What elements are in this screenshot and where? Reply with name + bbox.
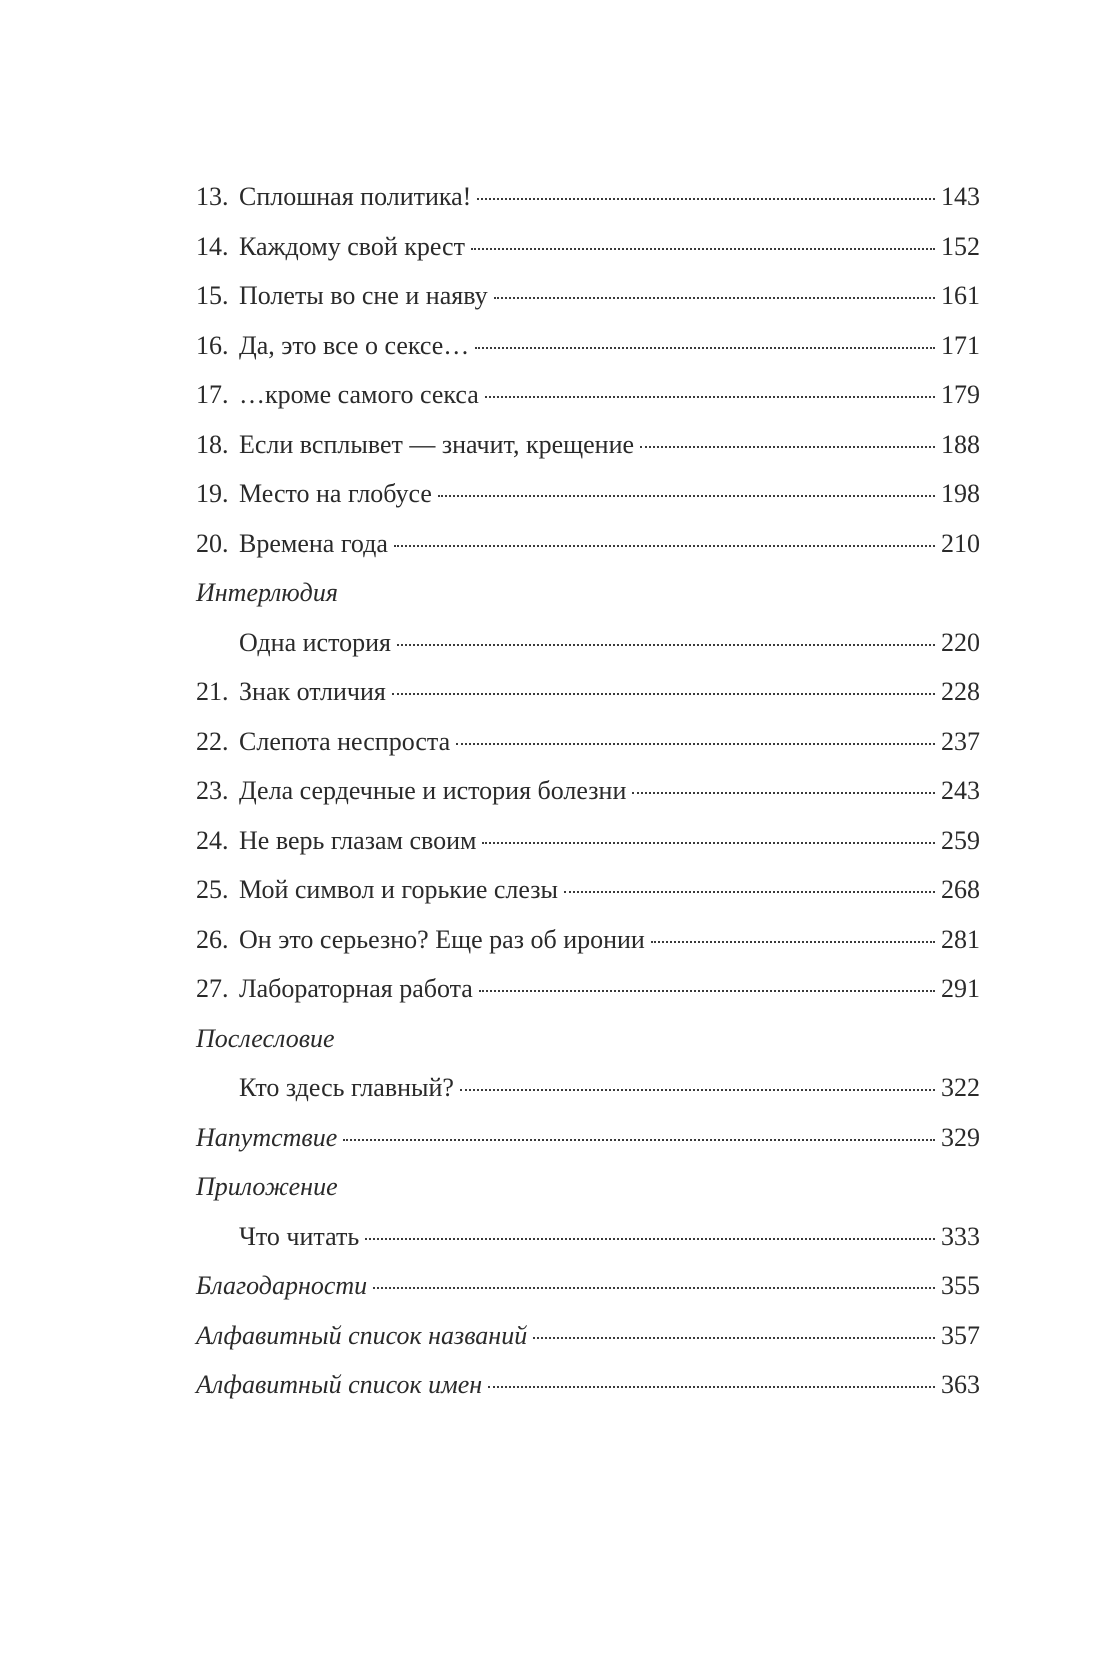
page-number: 355 [941,1271,980,1300]
toc-entry [196,519,980,569]
dot-leader [471,248,935,250]
chapter-title: Алфавитный список названий [196,1320,528,1350]
toc-entry [196,717,980,767]
toc-entry [196,618,980,668]
chapter-number: 23. [196,776,229,805]
table-of-contents [196,172,980,1410]
page-number: 357 [941,1320,980,1350]
chapter-title: Напутствие [196,1122,338,1152]
chapter-title: …кроме самого секса [239,380,479,409]
toc-entry [196,1113,980,1163]
chapter-title: Знак отличия [239,677,386,706]
page-number: 259 [941,825,980,855]
dot-leader [494,297,935,299]
chapter-title: Лабораторная работа [239,974,473,1003]
dot-leader [438,495,935,497]
chapter-title: Не верь глазам своим [239,825,477,855]
chapter-number: 17. [196,380,229,409]
toc-entry [196,420,980,470]
dot-leader [460,1089,935,1091]
chapter-title: Мой символ и горькие слезы [239,875,559,904]
dot-leader [475,347,935,349]
page-number: 179 [941,380,980,409]
dot-leader [485,396,935,398]
dot-leader [373,1287,935,1289]
chapter-number: 24. [196,825,229,855]
page-number: 237 [941,726,980,756]
page-number: 243 [941,776,980,805]
chapter-number: 19. [196,479,229,508]
page-number: 188 [941,429,980,459]
chapter-number: 13. [196,182,229,211]
toc-entry [196,271,980,321]
chapter-title: Да, это все о сексе… [239,330,470,360]
section-heading-label: Приложение [196,1172,338,1201]
dot-leader [632,792,935,794]
page-number: 210 [941,528,980,558]
chapter-number: 26. [196,924,229,954]
chapter-number: 20. [196,528,229,558]
page-number: 143 [941,182,980,211]
dot-leader [640,446,935,448]
toc-entry [196,1212,980,1262]
page-number: 228 [941,677,980,706]
page-number: 291 [941,974,980,1003]
chapter-number: 22. [196,726,229,756]
dot-leader [533,1337,935,1339]
chapter-title: Место на глобусе [239,479,432,508]
chapter-number: 16. [196,330,229,360]
chapter-title: Каждому свой крест [239,231,465,261]
toc-entry [196,321,980,371]
toc-section-heading [196,568,980,618]
page-number: 322 [941,1073,980,1102]
dot-leader [343,1139,935,1141]
chapter-number: 27. [196,974,229,1003]
chapter-title: Благодарности [196,1271,368,1300]
dot-leader [392,693,935,695]
toc-entry [196,964,980,1014]
toc-entry [196,370,980,420]
dot-leader [394,545,935,547]
dot-leader [651,941,935,943]
toc-entry [196,816,980,866]
toc-section-heading [196,1162,980,1212]
page-number: 363 [941,1370,980,1399]
chapter-title: Алфавитный список имен [196,1370,483,1399]
dot-leader [479,990,935,992]
toc-section-heading [196,1014,980,1064]
chapter-number: 14. [196,231,229,261]
toc-entry [196,1261,980,1311]
chapter-title: Если всплывет — значит, крещение [239,429,635,459]
chapter-number: 18. [196,429,229,459]
chapter-number: 21. [196,677,229,706]
dot-leader [397,644,935,646]
chapter-number: 15. [196,281,229,310]
toc-entry [196,172,980,222]
toc-entry [196,667,980,717]
chapter-title: Он это серьезно? Еще раз об иронии [239,924,645,954]
dot-leader [456,743,935,745]
dot-leader [488,1386,935,1388]
dot-leader [564,891,935,893]
page-number: 198 [941,479,980,508]
dot-leader [482,842,935,844]
dot-leader [477,198,935,200]
chapter-title: Кто здесь главный? [239,1073,454,1102]
chapter-title: Одна история [239,627,391,657]
section-heading-label: Послесловие [196,1023,335,1053]
toc-entry [196,1063,980,1113]
page-number: 152 [941,231,980,261]
dot-leader [365,1238,935,1240]
chapter-title: Времена года [239,528,388,558]
toc-entry [196,865,980,915]
toc-entry [196,1360,980,1410]
toc-entry [196,915,980,965]
page-number: 171 [941,330,980,360]
page-number: 161 [941,281,980,310]
page-number: 220 [941,627,980,657]
toc-entry [196,1311,980,1361]
section-heading-label: Интерлюдия [196,578,338,607]
page-number: 268 [941,875,980,904]
chapter-title: Полеты во сне и наяву [239,281,488,310]
toc-entry [196,469,980,519]
chapter-number: 25. [196,875,229,904]
toc-entry [196,222,980,272]
chapter-title: Сплошная политика! [239,182,472,211]
chapter-title: Дела сердечные и история болезни [239,776,627,805]
chapter-title: Что читать [239,1221,360,1251]
page-number: 281 [941,924,980,954]
page-number: 329 [941,1122,980,1152]
toc-entry [196,766,980,816]
page-number: 333 [941,1221,980,1251]
chapter-title: Слепота неспроста [239,726,451,756]
